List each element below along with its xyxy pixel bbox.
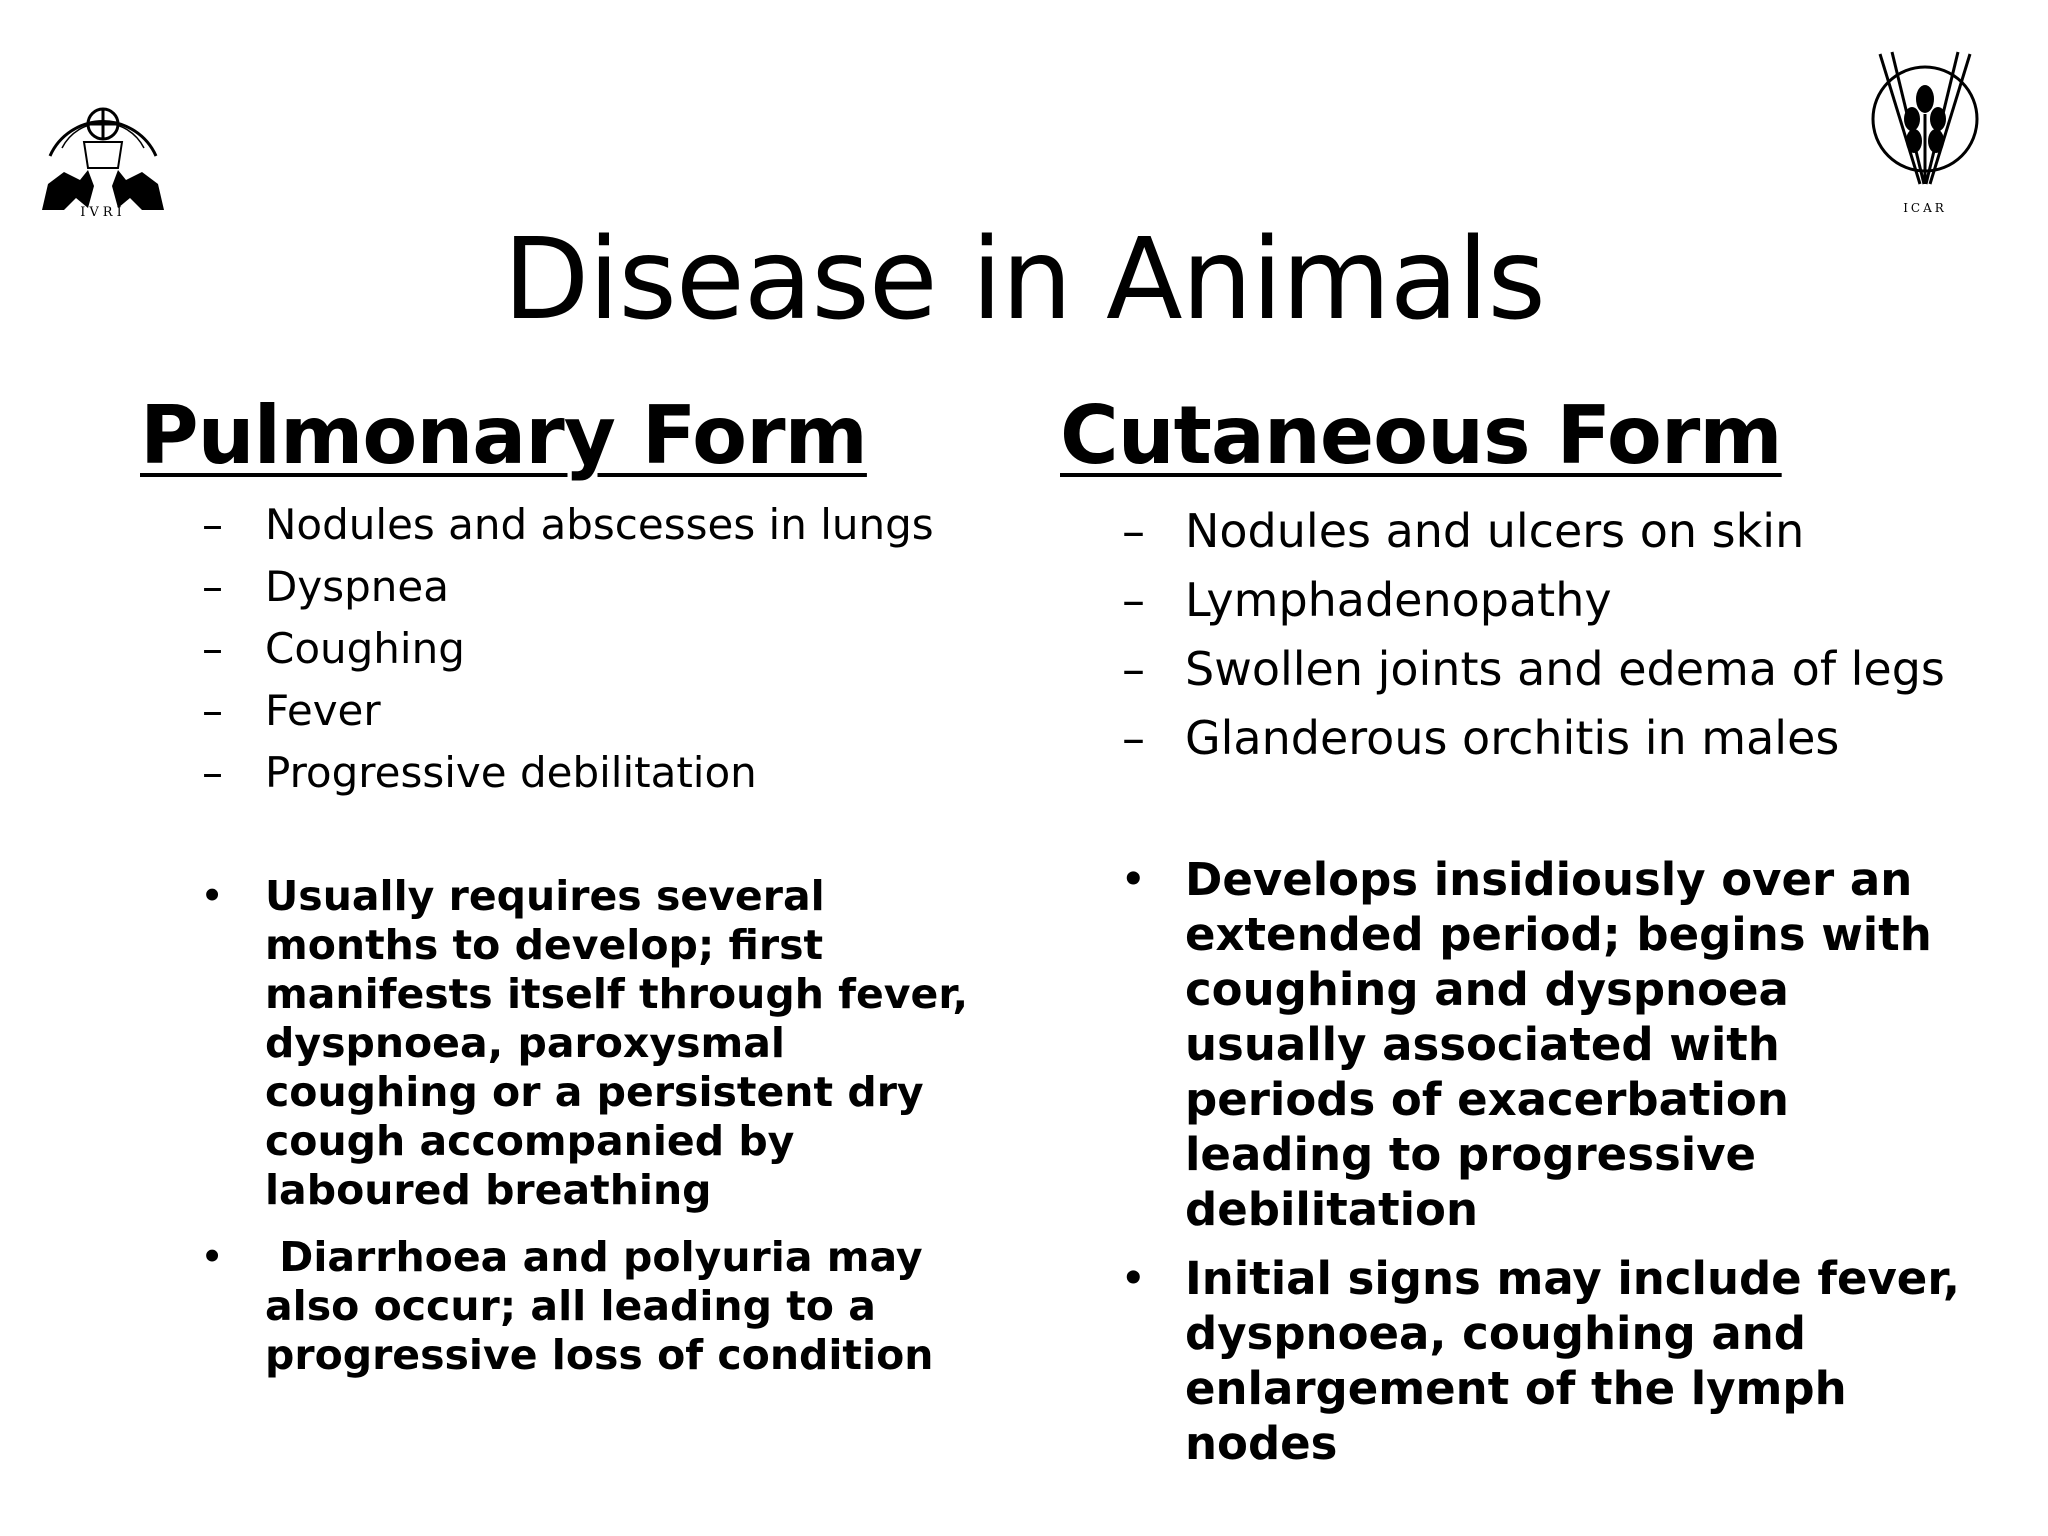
bullet-marker: • [200,1233,225,1281]
dash-marker: – [202,748,223,797]
slide-title: Disease in Animals [503,215,1545,346]
list-item: – Glanderous orchitis in males [1122,711,1840,765]
dash-marker: – [202,686,223,735]
ivri-logo-icon [28,38,178,218]
list-item: • Initial signs may include fever, dyspnoea, coughing and enlargement of the lymph nodes [1120,1252,1960,1470]
dash-marker: – [1122,642,1145,696]
ivri-logo [28,38,178,218]
icar-logo [1860,44,1990,224]
icar-logo-icon [1860,44,1990,224]
pulmonary-notes-list [140,872,970,1380]
icar-logo-text: ICAR [1903,201,1947,215]
list-item: – Lymphadenopathy [1122,573,1612,627]
dash-marker: – [202,562,223,611]
list-item: – Fever [140,680,970,742]
list-item: – Nodules and abscesses in lungs [140,494,970,556]
bullet-marker: • [200,872,225,920]
pulmonary-signs-list [140,494,970,804]
dash-marker: – [202,500,223,549]
pulmonary-column [140,390,970,1398]
list-item: – Nodules and ulcers on skin [1122,504,1805,558]
cutaneous-signs-list [1060,504,1960,766]
dash-marker: – [1122,573,1145,627]
pulmonary-heading: Pulmonary Form [140,389,867,482]
cutaneous-notes-list [1060,852,1960,1471]
list-item: – Progressive debilitation [140,742,970,804]
list-item: – Coughing [140,618,970,680]
list-item: • Diarrhoea and polyuria may also occur; all leading to a progressive loss of condition [200,1233,937,1379]
list-item: • Usually requires several months to develop; first manifests itself through fever, dyspnoea, paroxysmal coughing or a persistent dry cough accompanied by laboured breathing [200,872,969,1214]
dash-marker: – [1122,504,1145,558]
cutaneous-heading: Cutaneous Form [1060,389,1782,482]
list-item: – Swollen joints and edema of legs [1122,642,1945,696]
list-item: – Dyspnea [140,556,970,618]
dash-marker: – [1122,711,1145,765]
bullet-marker: • [1120,1252,1147,1305]
cutaneous-column [1060,390,1960,1485]
list-item: • Develops insidiously over an extended period; begins with coughing and dyspnoea usually associated with periods of exacerbation leading to progressive debilitation [1120,853,1932,1236]
bullet-marker: • [1120,853,1147,906]
ivri-logo-text: IVRI [80,205,126,218]
dash-marker: – [202,624,223,673]
